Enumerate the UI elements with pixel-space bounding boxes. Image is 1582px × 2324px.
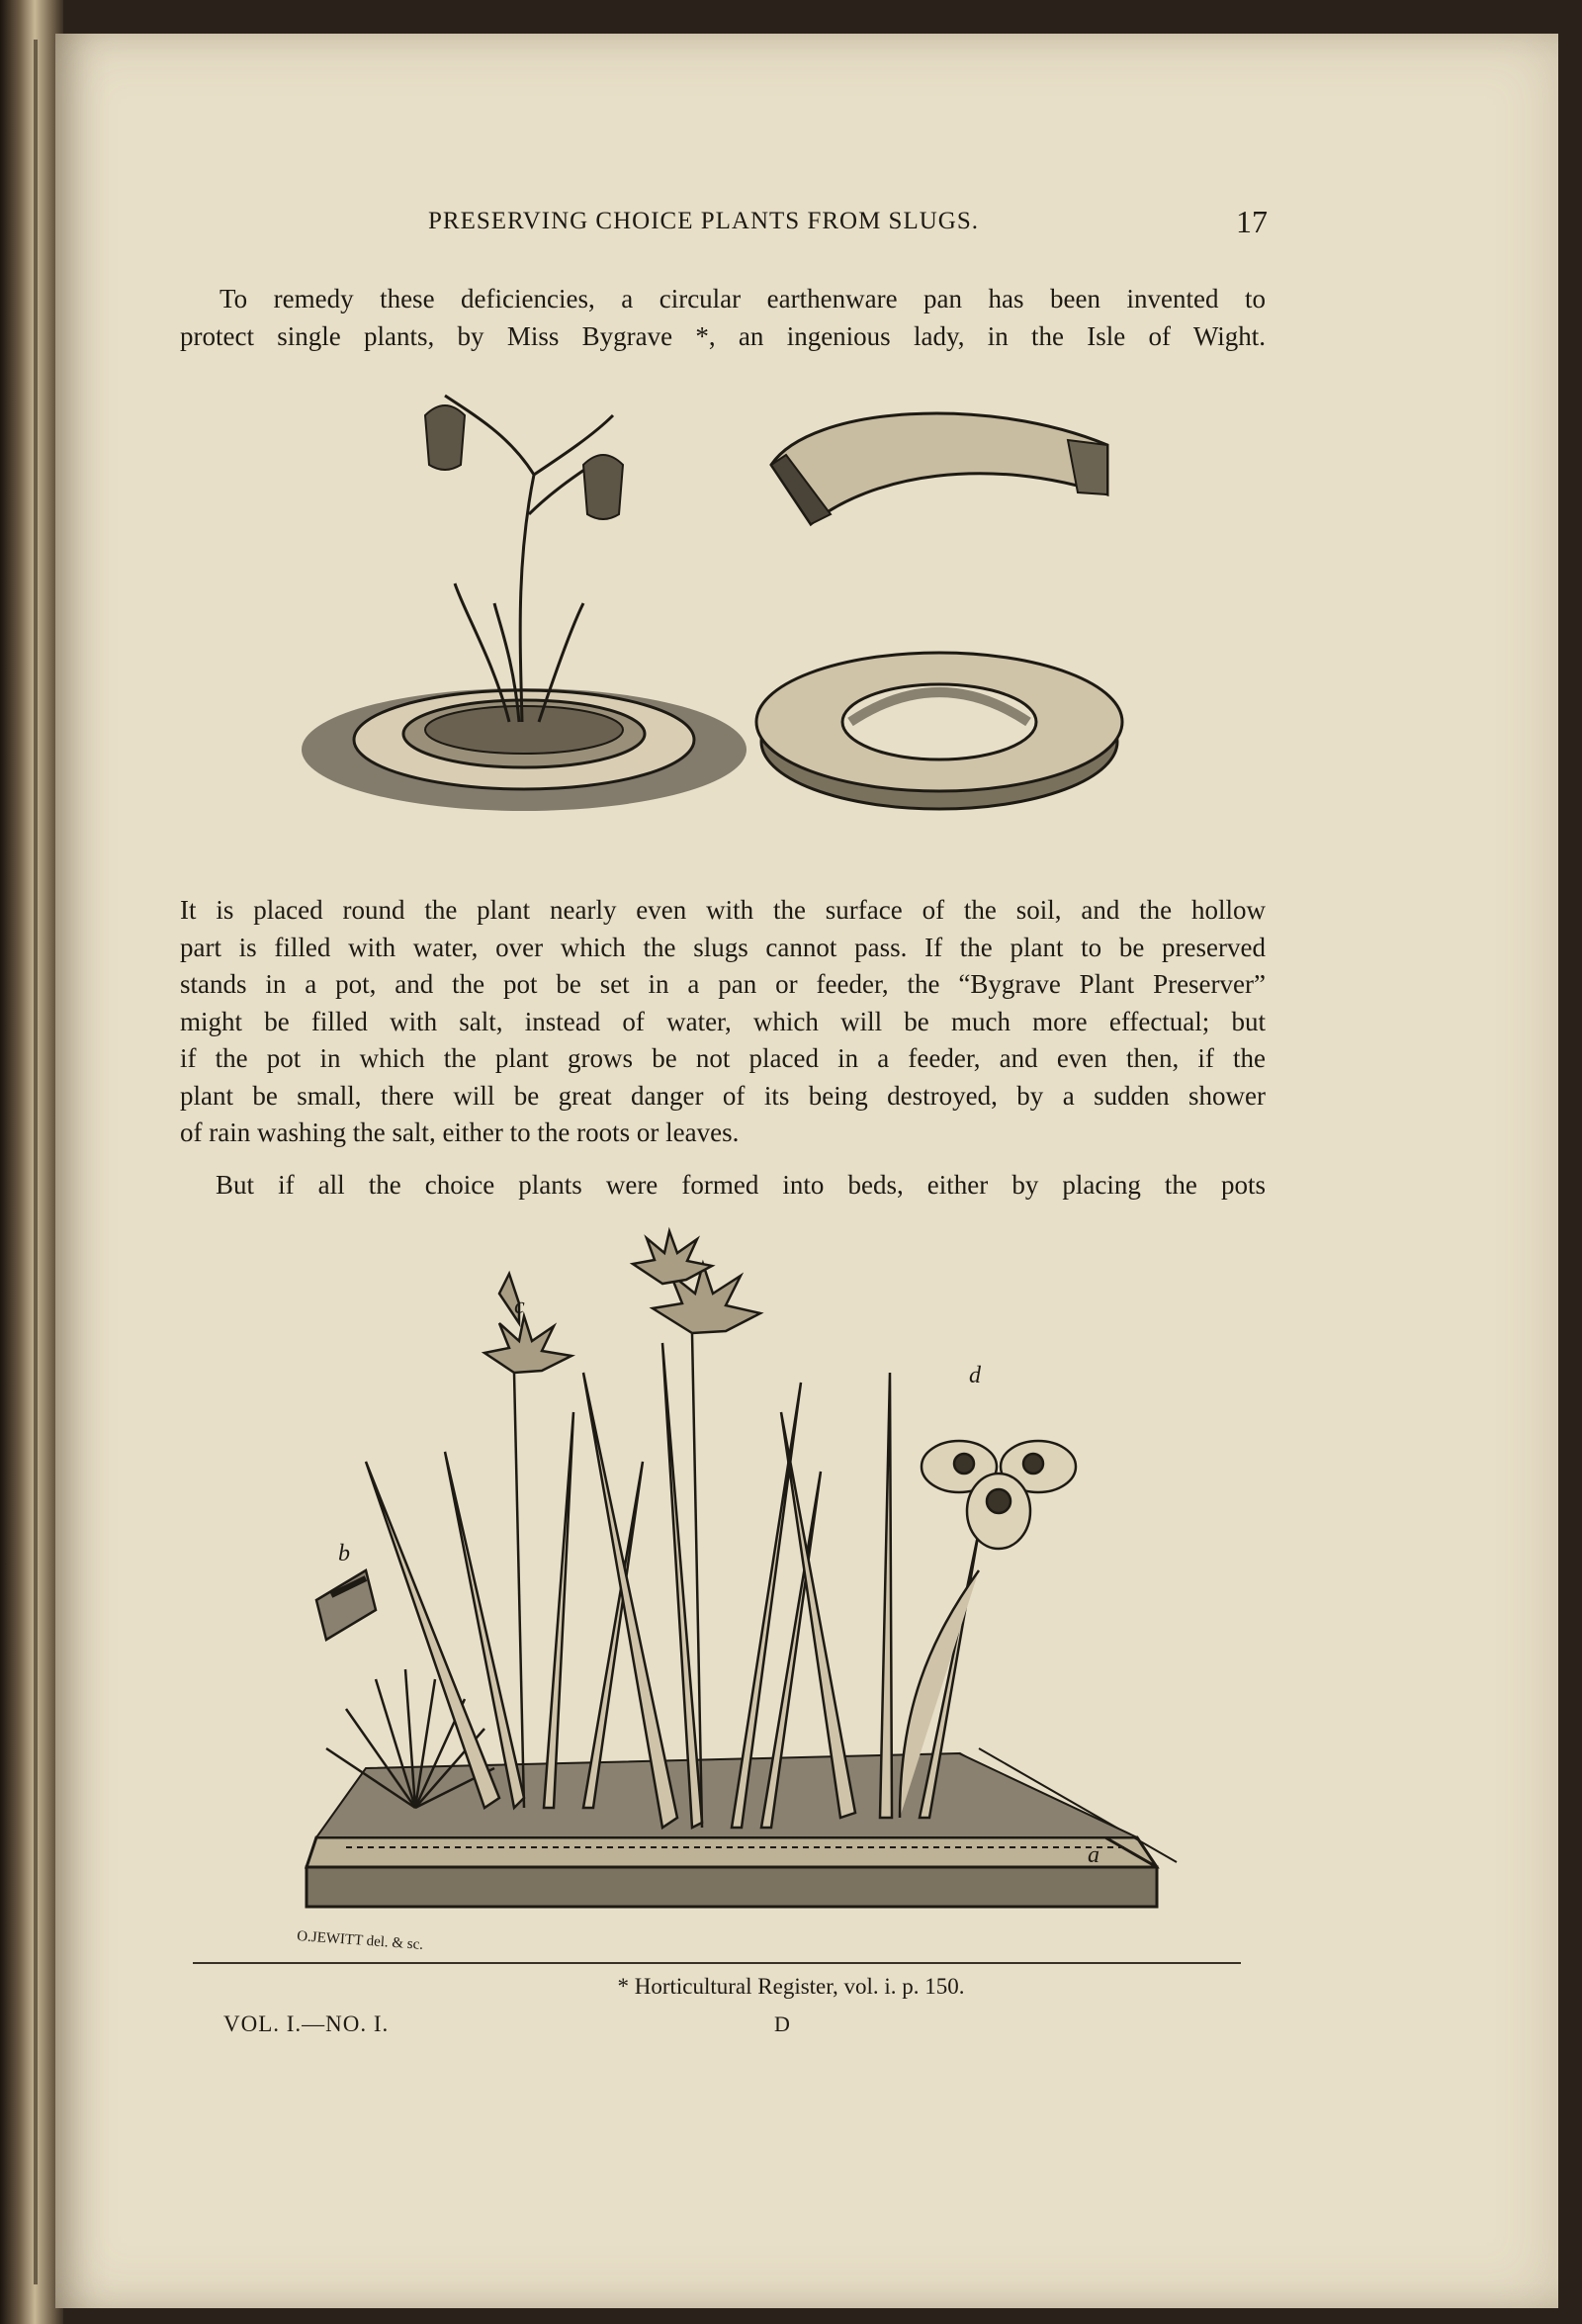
label-d: d [969, 1363, 981, 1388]
label-c: c [514, 1294, 525, 1319]
volume-signature: VOL. I.—NO. I. [223, 2011, 390, 2036]
page-header [0, 204, 1582, 247]
running-head: PRESERVING CHOICE PLANTS FROM SLUGS. [428, 208, 979, 234]
text-line: of rain washing the salt, either to the roots or leaves. [180, 1117, 740, 1147]
plant-preserver-figure [297, 366, 1285, 880]
engraver-signature: O.JEWITT del. & sc. [296, 1928, 424, 1953]
text-line: To remedy these deficiencies, a circular earthenware pan has been invented to [220, 284, 1266, 313]
footnote: * Horticultural Register, vol. i. p. 150. [617, 1974, 965, 1999]
preserver-section-view [771, 413, 1107, 524]
iris-bloom [922, 1441, 1076, 1549]
footnote-rule [193, 1962, 1241, 1964]
plant-bed-figure [287, 1214, 1196, 1956]
text-line: part is filled with water, over which the slugs cannot pass. If the plant to be preserved [180, 932, 1266, 962]
text-line: plant be small, there will be great danger of its being destroyed, by a sudden shower [180, 1080, 1266, 1111]
potted-fritillary-in-preserver [302, 396, 747, 811]
text-line: stands in a pot, and the pot be set in a pan or feeder, the “Bygrave Plant Preserver” [180, 969, 1266, 999]
preserver-channel-detail-b [316, 1570, 376, 1640]
text-line: if the pot in which the plant grows be not placed in a feeder, and even then, if the [180, 1043, 1266, 1073]
iris-plant-d [781, 1373, 1076, 1818]
page-number: 17 [1236, 204, 1268, 239]
iris-plant-c [366, 1274, 643, 1808]
text-line: protect single plants, by Miss Bygrave *, an ingenious lady, in the Isle of Wight. [180, 320, 1266, 351]
signature-mark: D [774, 2011, 790, 2036]
preserver-ring-view [756, 653, 1122, 809]
label-a: a [1088, 1842, 1099, 1868]
intro-paragraph [180, 281, 1266, 355]
label-b: b [338, 1541, 350, 1566]
iris-plant-center [583, 1231, 821, 1828]
binding-edge [34, 40, 38, 2284]
text-line: It is placed round the plant nearly even with the surface of the soil, and the hollow [180, 895, 1266, 925]
text-line: But if all the choice plants were formed into beds, either by placing the pots [216, 1170, 1266, 1200]
closing-paragraph [180, 1167, 1266, 1205]
text-line: might be filled with salt, instead of water, which will be much more effectual; but [180, 1006, 1266, 1036]
body-paragraph [180, 892, 1266, 1152]
